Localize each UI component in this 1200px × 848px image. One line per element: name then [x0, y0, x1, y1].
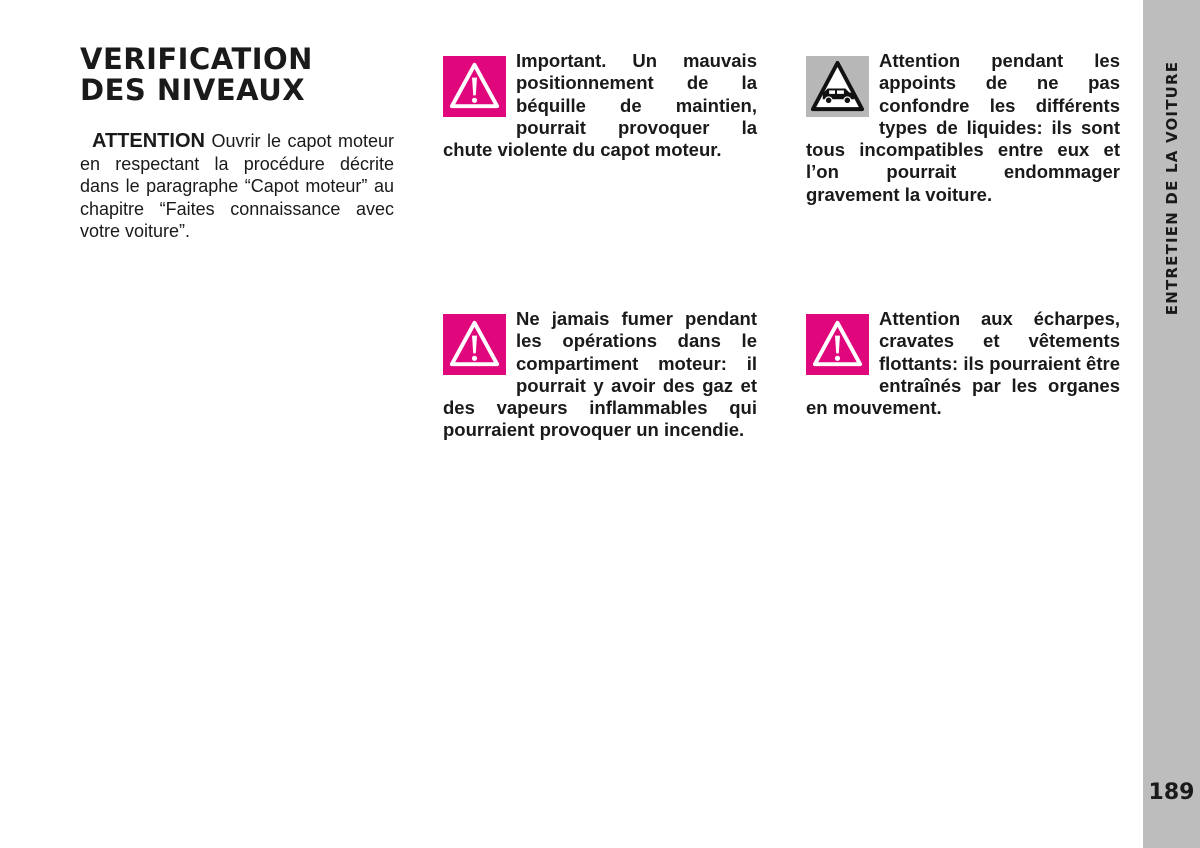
car-warning-icon: [806, 56, 869, 117]
warning-text: Attention aux écharpes, cravates et vêtements flottants: ils pourraient être entraînés par les organes en mouvement.: [806, 308, 1120, 419]
page-title: [80, 44, 400, 106]
warning-text: Important. Un mauvais positionnement de la béquille de maintien, pourrait provoquer la chute violente du capot moteur.: [443, 50, 757, 161]
warning-text: Attention pendant les appoints de ne pas confondre les différents types de liquides: ils sont tous incompatibles entre eux et l’on pourrait endommager gravement la voiture.: [806, 50, 1120, 205]
page-title-line-2: DES NIVEAUX: [80, 73, 306, 107]
intro-lead: ATTENTION: [92, 130, 205, 152]
warning-block-bequille: [443, 50, 757, 161]
page-title-line-1: VERIFICATION: [80, 42, 313, 76]
warning-triangle-icon: [443, 314, 506, 375]
warning-block-fumer: [443, 308, 757, 442]
warning-triangle-icon: [443, 56, 506, 117]
intro-body: Ouvrir le capot moteur en respectant la procédure décrite dans le paragraphe “Capot moteur” au chapitre “Faites connaissance avec votre voiture”.: [80, 131, 394, 242]
warning-triangle-icon: [806, 314, 869, 375]
warning-block-liquides: [806, 50, 1120, 206]
chapter-label: ENTRETIEN DE LA VOITURE: [1163, 60, 1181, 316]
page-number: 189: [1148, 780, 1195, 805]
warning-text: Ne jamais fumer pendant les opérations dans le compartiment moteur: il pourrait y avoir des gaz et des vapeurs inflammables qui pourraient provoquer un incendie.: [443, 308, 757, 441]
intro-paragraph: [80, 130, 394, 243]
warning-block-echarpes: [806, 308, 1120, 419]
